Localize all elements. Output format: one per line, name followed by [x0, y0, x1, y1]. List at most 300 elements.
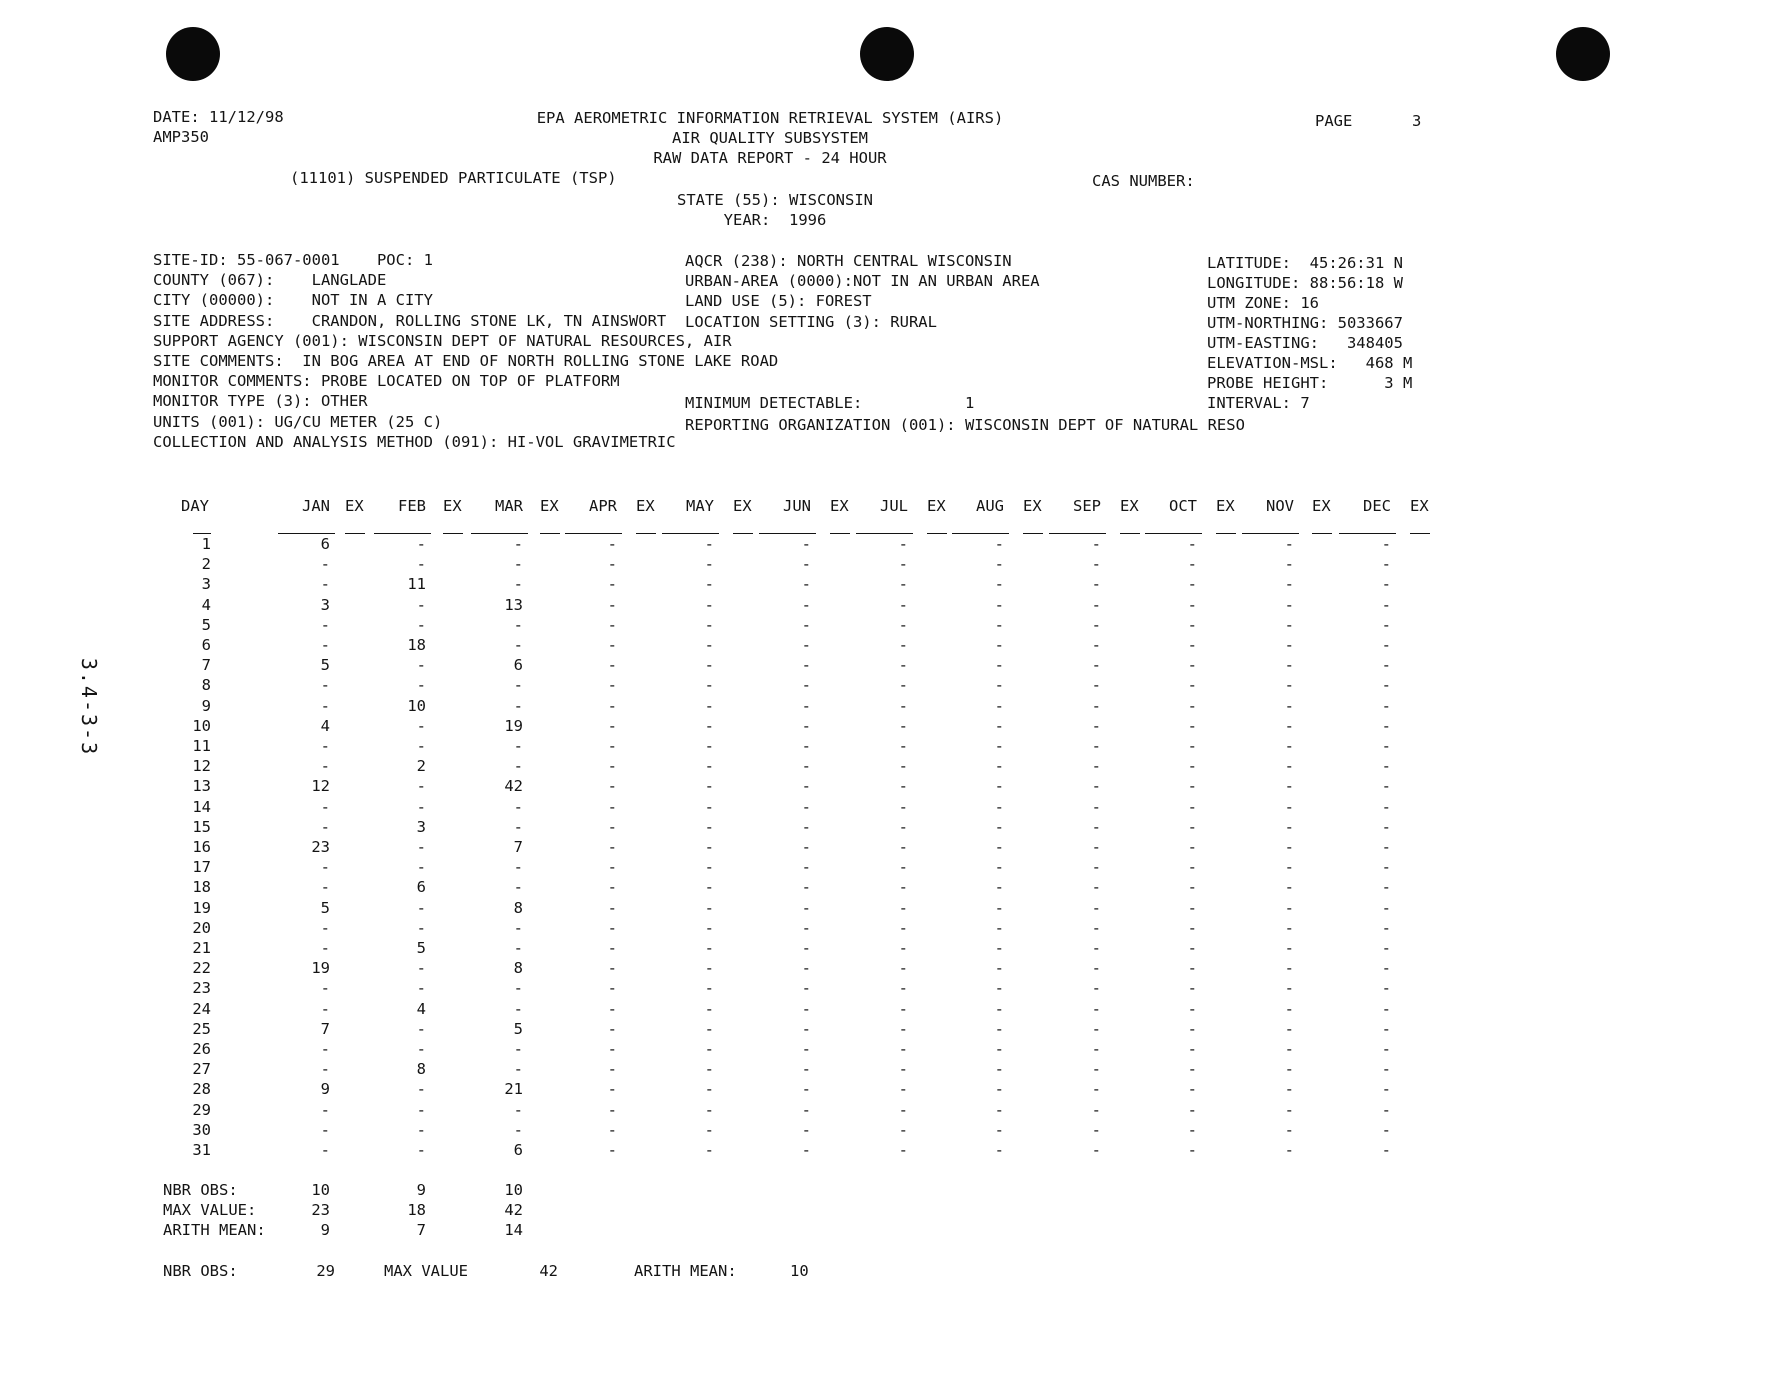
value-feb: 4	[416, 999, 426, 1018]
value-apr: -	[607, 797, 617, 816]
value-may: -	[704, 979, 714, 998]
value-dec: -	[1381, 797, 1391, 816]
value-nov: -	[1284, 979, 1294, 998]
value-dec: -	[1381, 898, 1391, 917]
value-oct: -	[1187, 737, 1197, 755]
value-jun: -	[801, 575, 811, 594]
value-aug: -	[994, 615, 1004, 634]
value-jan: -	[320, 1141, 330, 1159]
value-jun: -	[801, 1120, 811, 1139]
punch-hole-center	[860, 27, 914, 81]
ex-underline	[1216, 533, 1236, 534]
day-number: 18	[192, 878, 211, 897]
minimum-detectable-label: MINIMUM DETECTABLE:	[685, 394, 863, 412]
value-may: -	[704, 656, 714, 675]
value-apr: -	[607, 595, 617, 614]
value-jul: -	[898, 878, 908, 897]
site-info-line: MONITOR COMMENTS: PROBE LOCATED ON TOP OF PLATFORM	[153, 372, 620, 391]
value-oct: -	[1187, 555, 1197, 574]
value-jun: -	[801, 1060, 811, 1079]
value-oct: -	[1187, 636, 1197, 654]
value-aug: -	[994, 757, 1004, 776]
value-mar: 6	[513, 1141, 523, 1159]
month-header-mar: MAR	[495, 497, 523, 515]
value-nov: -	[1284, 898, 1294, 917]
value-feb: -	[416, 1120, 426, 1139]
value-jul: -	[898, 777, 908, 796]
value-jan: -	[320, 817, 330, 836]
day-number: 12	[192, 757, 211, 776]
value-nov: -	[1284, 676, 1294, 695]
value-dec: -	[1381, 979, 1391, 998]
value-jul: -	[898, 535, 908, 553]
value-jun: -	[801, 999, 811, 1018]
value-may: -	[704, 1080, 714, 1099]
value-feb: -	[416, 838, 426, 856]
geo-info-line: UTM-EASTING: 348405	[1207, 334, 1403, 352]
value-nov: -	[1284, 615, 1294, 634]
total-nbr-obs-label: NBR OBS:	[163, 1262, 238, 1280]
value-feb: -	[416, 777, 426, 796]
value-jan: 4	[320, 716, 330, 735]
value-jul: -	[898, 555, 908, 574]
value-feb: -	[416, 1019, 426, 1038]
value-oct: -	[1187, 939, 1197, 957]
value-mar: 8	[513, 959, 523, 978]
value-feb: -	[416, 898, 426, 917]
value-apr: -	[607, 555, 617, 574]
value-may: -	[704, 1100, 714, 1119]
value-sep: -	[1091, 1060, 1101, 1079]
value-oct: -	[1187, 595, 1197, 614]
value-feb: -	[416, 535, 426, 553]
value-jan: 12	[311, 777, 330, 796]
total-max-value-value: 42	[539, 1262, 558, 1280]
value-jun: -	[801, 595, 811, 614]
value-feb: -	[416, 656, 426, 675]
value-aug: -	[994, 939, 1004, 957]
value-nov: -	[1284, 959, 1294, 978]
value-sep: -	[1091, 676, 1101, 695]
value-apr: -	[607, 898, 617, 917]
ex-header: EX	[1120, 497, 1139, 515]
value-jul: -	[898, 595, 908, 614]
value-oct: -	[1187, 757, 1197, 776]
value-may: -	[704, 1141, 714, 1159]
value-jul: -	[898, 858, 908, 877]
month-underline	[1145, 533, 1202, 534]
value-apr: -	[607, 858, 617, 877]
value-sep: -	[1091, 1019, 1101, 1038]
value-feb: 8	[416, 1060, 426, 1079]
month-header-jul: JUL	[880, 497, 908, 515]
day-number: 14	[192, 797, 211, 816]
value-oct: -	[1187, 918, 1197, 937]
value-oct: -	[1187, 656, 1197, 675]
value-apr: -	[607, 737, 617, 755]
value-sep: -	[1091, 555, 1101, 574]
value-jul: -	[898, 737, 908, 755]
value-jan: -	[320, 636, 330, 654]
month-underline	[759, 533, 816, 534]
day-number: 11	[192, 737, 211, 755]
value-oct: -	[1187, 979, 1197, 998]
value-oct: -	[1187, 1060, 1197, 1079]
site-info-line: SITE COMMENTS: IN BOG AREA AT END OF NORTH ROLLING STONE LAKE ROAD	[153, 352, 779, 370]
value-apr: -	[607, 918, 617, 937]
value-jun: -	[801, 716, 811, 735]
value-dec: -	[1381, 535, 1391, 553]
value-feb: -	[416, 595, 426, 614]
value-mar: 19	[504, 716, 523, 735]
value-mar: -	[513, 555, 523, 574]
summary-feb: 7	[416, 1221, 426, 1239]
month-underline	[1339, 533, 1396, 534]
value-jan: 23	[311, 838, 330, 856]
value-jul: -	[898, 999, 908, 1018]
value-jan: 9	[320, 1080, 330, 1099]
value-sep: -	[1091, 1040, 1101, 1058]
day-number: 20	[192, 918, 211, 937]
ex-underline	[345, 533, 365, 534]
value-oct: -	[1187, 959, 1197, 978]
value-apr: -	[607, 939, 617, 957]
value-dec: -	[1381, 737, 1391, 755]
value-jun: -	[801, 898, 811, 917]
value-jan: -	[320, 878, 330, 897]
value-apr: -	[607, 656, 617, 675]
site-info-line: SUPPORT AGENCY (001): WISCONSIN DEPT OF NATURAL RESOURCES, AIR	[153, 331, 732, 350]
value-sep: -	[1091, 575, 1101, 594]
value-feb: -	[416, 979, 426, 998]
value-feb: 5	[416, 939, 426, 957]
value-feb: -	[416, 959, 426, 978]
value-apr: -	[607, 575, 617, 594]
value-jul: -	[898, 898, 908, 917]
day-number: 28	[192, 1080, 211, 1099]
value-sep: -	[1091, 838, 1101, 856]
day-number: 5	[201, 615, 211, 634]
value-oct: -	[1187, 696, 1197, 715]
value-nov: -	[1284, 696, 1294, 715]
value-mar: -	[513, 918, 523, 937]
value-apr: -	[607, 1120, 617, 1139]
value-nov: -	[1284, 878, 1294, 897]
value-may: -	[704, 858, 714, 877]
value-apr: -	[607, 817, 617, 836]
value-feb: -	[416, 1040, 426, 1058]
value-jun: -	[801, 1100, 811, 1119]
value-apr: -	[607, 959, 617, 978]
value-jan: -	[320, 1120, 330, 1139]
summary-mar: 42	[504, 1201, 523, 1219]
value-jul: -	[898, 636, 908, 654]
ex-underline	[1120, 533, 1140, 534]
value-dec: -	[1381, 656, 1391, 675]
value-feb: 10	[407, 696, 426, 715]
value-oct: -	[1187, 1100, 1197, 1119]
day-number: 15	[192, 817, 211, 836]
value-mar: -	[513, 535, 523, 553]
value-jul: -	[898, 1080, 908, 1099]
total-arith-mean-value: 10	[790, 1262, 809, 1280]
value-nov: -	[1284, 838, 1294, 856]
value-jun: -	[801, 1040, 811, 1058]
value-nov: -	[1284, 737, 1294, 755]
value-jan: -	[320, 757, 330, 776]
value-aug: -	[994, 656, 1004, 675]
value-dec: -	[1381, 555, 1391, 574]
value-dec: -	[1381, 1120, 1391, 1139]
summary-label: ARITH MEAN:	[163, 1221, 266, 1239]
value-sep: -	[1091, 1120, 1101, 1139]
month-header-dec: DEC	[1363, 497, 1391, 515]
day-number: 4	[201, 595, 211, 614]
value-sep: -	[1091, 777, 1101, 796]
month-underline	[952, 533, 1009, 534]
value-oct: -	[1187, 676, 1197, 695]
geo-info-line: UTM-NORTHING: 5033667	[1207, 314, 1403, 332]
day-number: 17	[192, 858, 211, 877]
month-header-may: MAY	[686, 497, 714, 515]
value-dec: -	[1381, 636, 1391, 654]
month-header-jun: JUN	[783, 497, 811, 515]
value-may: -	[704, 1019, 714, 1038]
value-sep: -	[1091, 595, 1101, 614]
day-number: 22	[192, 959, 211, 978]
value-nov: -	[1284, 817, 1294, 836]
value-oct: -	[1187, 1080, 1197, 1099]
value-mar: -	[513, 1040, 523, 1058]
value-jan: -	[320, 1040, 330, 1058]
value-oct: -	[1187, 838, 1197, 856]
value-jun: -	[801, 918, 811, 937]
value-may: -	[704, 737, 714, 755]
value-apr: -	[607, 676, 617, 695]
value-sep: -	[1091, 696, 1101, 715]
day-number: 21	[192, 939, 211, 957]
value-apr: -	[607, 838, 617, 856]
location-info-line: AQCR (238): NORTH CENTRAL WISCONSIN	[685, 252, 1012, 270]
value-jul: -	[898, 1100, 908, 1119]
value-may: -	[704, 535, 714, 553]
value-apr: -	[607, 878, 617, 897]
value-sep: -	[1091, 999, 1101, 1018]
value-nov: -	[1284, 1040, 1294, 1058]
value-sep: -	[1091, 817, 1101, 836]
value-apr: -	[607, 716, 617, 735]
value-dec: -	[1381, 1019, 1391, 1038]
value-mar: -	[513, 979, 523, 998]
value-may: -	[704, 918, 714, 937]
value-nov: -	[1284, 797, 1294, 816]
value-jan: 19	[311, 959, 330, 978]
ex-underline	[1410, 533, 1430, 534]
value-nov: -	[1284, 555, 1294, 574]
value-sep: -	[1091, 716, 1101, 735]
value-oct: -	[1187, 1141, 1197, 1159]
ex-header: EX	[1216, 497, 1235, 515]
value-apr: -	[607, 1141, 617, 1159]
day-number: 23	[192, 979, 211, 998]
value-oct: -	[1187, 999, 1197, 1018]
value-feb: -	[416, 1141, 426, 1159]
value-aug: -	[994, 999, 1004, 1018]
value-sep: -	[1091, 898, 1101, 917]
value-feb: -	[416, 615, 426, 634]
summary-jan: 23	[311, 1201, 330, 1219]
value-dec: -	[1381, 575, 1391, 594]
value-apr: -	[607, 1040, 617, 1058]
ex-header: EX	[636, 497, 655, 515]
value-jun: -	[801, 838, 811, 856]
value-nov: -	[1284, 636, 1294, 654]
value-aug: -	[994, 696, 1004, 715]
ex-underline	[927, 533, 947, 534]
value-may: -	[704, 575, 714, 594]
value-oct: -	[1187, 1040, 1197, 1058]
ex-underline	[540, 533, 560, 534]
day-number: 16	[192, 838, 211, 856]
value-aug: -	[994, 676, 1004, 695]
day-number: 29	[192, 1100, 211, 1119]
summary-feb: 9	[416, 1181, 426, 1199]
value-jan: -	[320, 918, 330, 937]
value-jan: 5	[320, 898, 330, 917]
value-apr: -	[607, 535, 617, 553]
value-jun: -	[801, 737, 811, 755]
day-number: 9	[201, 696, 211, 715]
value-dec: -	[1381, 959, 1391, 978]
value-aug: -	[994, 959, 1004, 978]
reporting-organization: REPORTING ORGANIZATION (001): WISCONSIN DEPT OF NATURAL RESO	[685, 416, 1245, 434]
value-aug: -	[994, 878, 1004, 897]
value-jun: -	[801, 878, 811, 897]
value-jan: -	[320, 797, 330, 816]
value-mar: 5	[513, 1019, 523, 1038]
value-dec: -	[1381, 1080, 1391, 1099]
value-jul: -	[898, 1019, 908, 1038]
cas-number-label: CAS NUMBER:	[1092, 172, 1195, 190]
month-underline	[565, 533, 622, 534]
value-dec: -	[1381, 615, 1391, 634]
value-aug: -	[994, 838, 1004, 856]
location-info-line: LOCATION SETTING (3): RURAL	[685, 312, 937, 331]
value-jun: -	[801, 757, 811, 776]
day-number: 10	[192, 716, 211, 735]
month-header-apr: APR	[589, 497, 617, 515]
ex-underline	[1312, 533, 1332, 534]
ex-header: EX	[540, 497, 559, 515]
value-mar: -	[513, 1060, 523, 1079]
value-feb: -	[416, 555, 426, 574]
day-number: 24	[192, 999, 211, 1018]
value-mar: -	[513, 696, 523, 715]
day-number: 3	[201, 575, 211, 594]
value-jul: -	[898, 757, 908, 776]
day-number: 1	[201, 535, 211, 553]
value-may: -	[704, 999, 714, 1018]
summary-mar: 14	[504, 1221, 523, 1239]
value-may: -	[704, 797, 714, 816]
value-jul: -	[898, 676, 908, 695]
site-info-line: UNITS (001): UG/CU METER (25 C)	[153, 412, 443, 431]
value-apr: -	[607, 1060, 617, 1079]
value-jan: -	[320, 979, 330, 998]
value-jun: -	[801, 797, 811, 816]
system-title: EPA AEROMETRIC INFORMATION RETRIEVAL SYSTEM (AIRS)	[536, 109, 1004, 127]
value-aug: -	[994, 797, 1004, 816]
state-label: STATE (55): WISCONSIN	[677, 191, 873, 209]
summary-label: MAX VALUE:	[163, 1201, 257, 1219]
ex-header: EX	[733, 497, 752, 515]
day-number: 30	[192, 1120, 211, 1139]
value-jan: -	[320, 555, 330, 574]
value-sep: -	[1091, 939, 1101, 957]
value-aug: -	[994, 1120, 1004, 1139]
value-sep: -	[1091, 797, 1101, 816]
value-dec: -	[1381, 595, 1391, 614]
value-nov: -	[1284, 999, 1294, 1018]
value-jun: -	[801, 858, 811, 877]
value-sep: -	[1091, 1100, 1101, 1119]
site-info-line: COUNTY (067): LANGLADE	[153, 271, 387, 290]
value-feb: 2	[416, 757, 426, 776]
value-aug: -	[994, 898, 1004, 917]
value-jul: -	[898, 918, 908, 937]
ex-underline	[830, 533, 850, 534]
value-nov: -	[1284, 777, 1294, 796]
value-oct: -	[1187, 1120, 1197, 1139]
value-nov: -	[1284, 716, 1294, 735]
ex-header: EX	[1023, 497, 1042, 515]
value-may: -	[704, 696, 714, 715]
value-apr: -	[607, 615, 617, 634]
value-jul: -	[898, 838, 908, 856]
value-dec: -	[1381, 878, 1391, 897]
day-number: 2	[201, 555, 211, 574]
value-may: -	[704, 959, 714, 978]
value-nov: -	[1284, 1120, 1294, 1139]
value-jan: -	[320, 999, 330, 1018]
value-oct: -	[1187, 797, 1197, 816]
value-dec: -	[1381, 1100, 1391, 1119]
month-underline	[662, 533, 719, 534]
ex-underline	[1023, 533, 1043, 534]
program-id: AMP350	[153, 128, 209, 146]
value-dec: -	[1381, 716, 1391, 735]
summary-feb: 18	[407, 1201, 426, 1219]
ex-header: EX	[345, 497, 364, 515]
value-may: -	[704, 878, 714, 897]
ex-header: EX	[1312, 497, 1331, 515]
value-may: -	[704, 595, 714, 614]
value-dec: -	[1381, 757, 1391, 776]
value-apr: -	[607, 777, 617, 796]
month-underline	[1049, 533, 1106, 534]
site-info-line: SITE-ID: 55-067-0001 POC: 1	[153, 251, 433, 269]
minimum-detectable-value: 1	[965, 394, 975, 412]
value-jul: -	[898, 959, 908, 978]
value-nov: -	[1284, 1060, 1294, 1079]
month-underline	[856, 533, 913, 534]
page-side-label: 3.4-3-3	[77, 657, 102, 757]
value-jun: -	[801, 696, 811, 715]
value-jan: 6	[320, 535, 330, 553]
page-number: 3	[1412, 112, 1422, 130]
page-label: PAGE	[1315, 112, 1353, 130]
value-mar: -	[513, 757, 523, 776]
